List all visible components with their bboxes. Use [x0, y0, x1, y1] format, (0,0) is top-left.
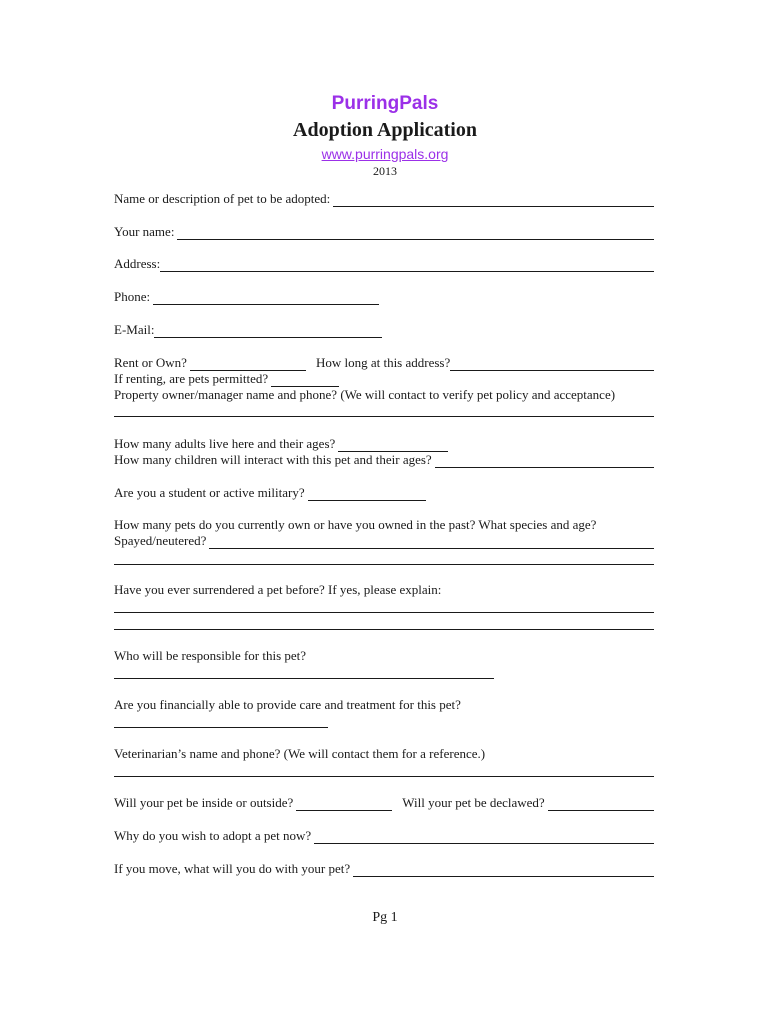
move-label: If you move, what will you do with your pet?	[114, 861, 351, 876]
pets-permitted-field[interactable]	[271, 374, 339, 387]
move-field[interactable]	[353, 864, 654, 877]
surrendered-line-1[interactable]	[114, 612, 654, 613]
surrendered-label: Have you ever surrendered a pet before? If yes, please explain:	[114, 582, 442, 597]
financial-label: Are you financially able to provide care and treatment for this pet?	[114, 697, 461, 712]
row-children	[114, 452, 654, 468]
declawed-label: Will your pet be declawed?	[402, 795, 545, 810]
form-header	[0, 93, 770, 178]
inside-label: Will your pet be inside or outside?	[114, 795, 294, 810]
address-field[interactable]	[160, 259, 654, 272]
row-your-name	[114, 224, 654, 240]
pet-name-label: Name or description of pet to be adopted:	[114, 191, 331, 206]
row-why	[114, 828, 654, 844]
student-field[interactable]	[308, 488, 426, 501]
adults-label: How many adults live here and their ages?	[114, 436, 336, 451]
address-label: Address:	[114, 256, 161, 271]
form-title: Adoption Application	[293, 119, 477, 141]
children-field[interactable]	[435, 455, 654, 468]
row-responsible	[114, 648, 654, 664]
row-surrendered	[114, 582, 654, 598]
your-name-field[interactable]	[177, 227, 654, 240]
row-pets-permitted	[114, 371, 654, 387]
how-long-field[interactable]	[450, 358, 654, 371]
children-label: How many children will interact with this pet and their ages?	[114, 452, 432, 467]
responsible-label: Who will be responsible for this pet?	[114, 648, 307, 663]
email-label: E-Mail:	[114, 322, 155, 337]
row-pet-name	[114, 191, 654, 207]
surrendered-line-2[interactable]	[114, 629, 654, 630]
why-field[interactable]	[314, 831, 654, 844]
owner-label: Property owner/manager name and phone? (We will contact to verify pet policy and acceptance)	[114, 387, 616, 402]
email-field[interactable]	[154, 325, 382, 338]
brand-name: PurringPals	[331, 93, 439, 114]
owner-field[interactable]	[114, 416, 654, 417]
your-name-label: Your name:	[114, 224, 175, 239]
spayed-field[interactable]	[209, 536, 654, 549]
pets-owned-label: How many pets do you currently own or have you owned in the past? What species and age?	[114, 517, 597, 532]
how-long-label: How long at this address?	[315, 355, 451, 370]
row-adults	[114, 436, 654, 452]
row-move	[114, 861, 654, 877]
declawed-field[interactable]	[548, 798, 654, 811]
website-link[interactable]: www.purringpals.org	[321, 146, 449, 162]
row-rent-own	[114, 355, 654, 371]
rent-own-label: Rent or Own?	[114, 355, 187, 370]
vet-label: Veterinarian’s name and phone? (We will contact them for a reference.)	[114, 746, 486, 761]
adults-field[interactable]	[338, 439, 448, 452]
row-vet	[114, 746, 654, 762]
pet-name-field[interactable]	[333, 194, 654, 207]
spayed-label: Spayed/neutered?	[114, 533, 207, 548]
page-number: Pg 1	[372, 910, 398, 925]
phone-field[interactable]	[153, 292, 379, 305]
row-owner	[114, 387, 654, 403]
why-label: Why do you wish to adopt a pet now?	[114, 828, 312, 843]
row-pets-owned	[114, 517, 654, 533]
inside-field[interactable]	[296, 798, 392, 811]
row-spayed	[114, 533, 654, 549]
row-student	[114, 485, 654, 501]
pets-owned-extra-line[interactable]	[114, 564, 654, 565]
row-address	[114, 256, 654, 272]
row-inside-outside	[114, 795, 654, 811]
row-email	[114, 322, 654, 338]
row-phone	[114, 289, 654, 305]
rent-own-field[interactable]	[190, 358, 306, 371]
row-financial	[114, 697, 654, 713]
student-label: Are you a student or active military?	[114, 485, 305, 500]
responsible-field[interactable]	[114, 678, 494, 679]
phone-label: Phone:	[114, 289, 151, 304]
pets-permitted-label: If renting, are pets permitted?	[114, 371, 269, 386]
form-year: 2013	[373, 164, 397, 178]
vet-field[interactable]	[114, 776, 654, 777]
financial-field[interactable]	[114, 727, 328, 728]
